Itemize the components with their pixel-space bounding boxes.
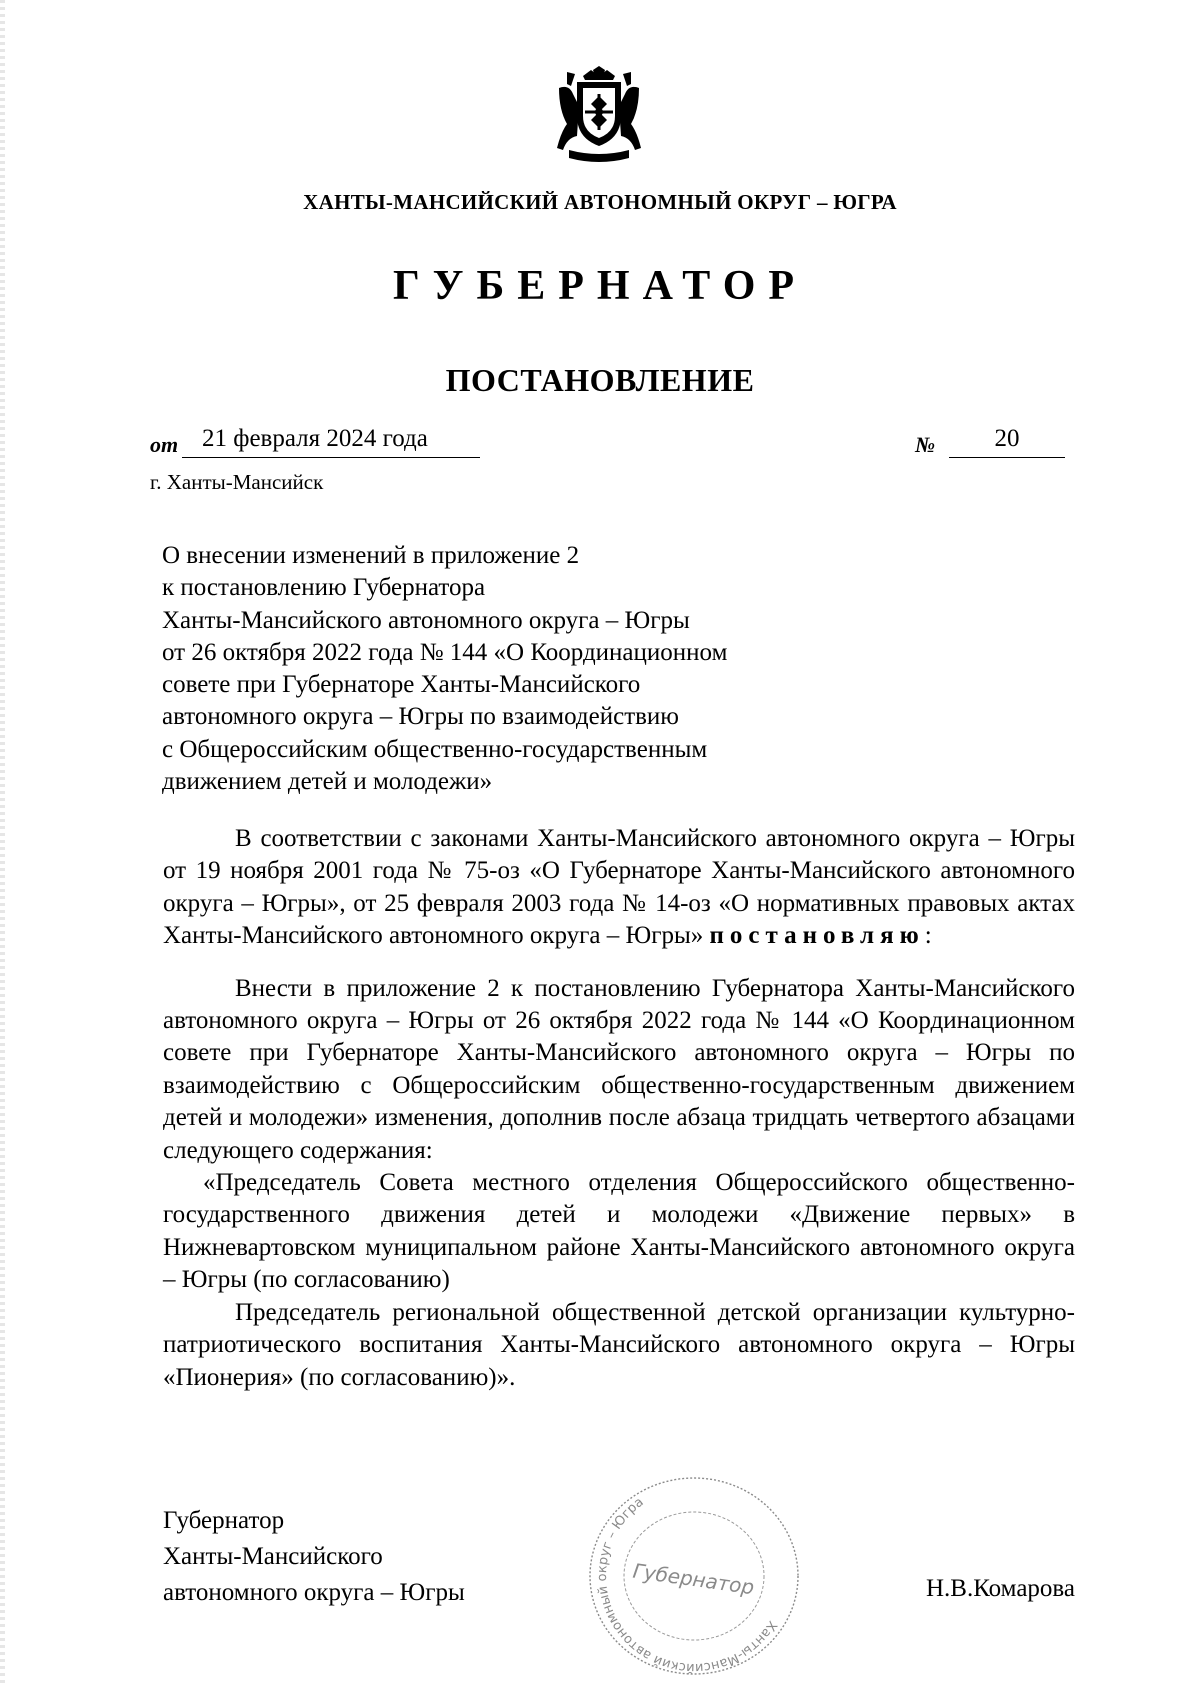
signatory-title-line: Ханты-Мансийского: [163, 1543, 383, 1570]
subject-line: Ханты-Мансийского автономного округа – Югры: [162, 606, 690, 634]
document-date: 21 февраля 2024 года: [182, 425, 480, 458]
subject-line: с Общероссийским общественно-государственным: [162, 735, 708, 763]
signatory-title-line: Губернатор: [163, 1507, 285, 1534]
number-prefix: №: [915, 432, 936, 457]
subject-line: от 26 октября 2022 года № 144 «О Координационном: [162, 638, 728, 666]
decree-colon: :: [924, 922, 932, 950]
scan-edge: [0, 0, 5, 1686]
date-prefix: от: [150, 432, 179, 457]
subject-line: к постановлению Губернатора: [162, 574, 486, 602]
seal-center-text: Губернатор: [631, 1558, 756, 1600]
quoted-paragraph-2: Председатель региональной общественной детской организации культурно-патриотического воспитания Ханты-Мансийского автономного округа – Югры «Пионерия» (по согласованию)».: [163, 1298, 1075, 1391]
document-type-heading: ПОСТАНОВЛЕНИЕ: [445, 362, 755, 398]
decree-word: постановляю: [709, 922, 925, 950]
subject-line: автономного округа – Югры по взаимодействию: [162, 703, 679, 731]
city: г. Ханты-Мансийск: [150, 470, 324, 494]
date-field: [150, 420, 480, 460]
number-field: [915, 420, 1065, 460]
preamble-text: В соответствии с законами Ханты-Мансийского автономного округа – Югры от 19 ноября 2001 года № 75-оз «О Губернаторе Ханты-Мансийского автономного округа – Югры», от 25 февраля 2003 года № 14-оз «О нормативных правовых актах Ханты-Мансийского автономного округа – Югры»: [163, 825, 1075, 950]
preamble-paragraph: [163, 823, 1075, 953]
quoted-paragraph-1: «Председатель Совета местного отделения Общероссийского общественно-государственного движения детей и молодежи «Движение первых» в Нижневартовском муниципальном районе Ханты-Мансийского автономного округа – Югры (по согласованию): [163, 1169, 1075, 1294]
signatory-title-line: автономного округа – Югры: [163, 1579, 465, 1606]
signatory-name: Н.В.Комарова: [926, 1575, 1075, 1602]
document-body: [163, 823, 1075, 1394]
coat-of-arms-icon: [553, 66, 645, 164]
seal-ring-text: Ханты-Мансийский автономный округ – Югра: [594, 1494, 780, 1676]
authority-heading: ГУБЕРНАТОР: [392, 263, 808, 309]
subject-line: совете при Губернаторе Ханты-Мансийского: [162, 671, 641, 699]
region-heading: ХАНТЫ-МАНСИЙСКИЙ АВТОНОМНЫЙ ОКРУГ – ЮГРА: [303, 190, 897, 214]
signatory-title: [163, 1503, 465, 1611]
official-seal: [578, 1470, 810, 1682]
document-number: 20: [949, 425, 1065, 458]
subject-line: О внесении изменений в приложение 2: [162, 542, 580, 569]
amendment-paragraph: Внести в приложение 2 к постановлению Губернатора Ханты-Мансийского автономного округа – Югры от 26 октября 2022 года № 144 «О Координационном совете при Губернаторе Ханты-Мансийского автономного округа – Югры по взаимодействию с Общероссийским общественно-государственным движением детей и молодежи» изменения, дополнив после абзаца тридцать четвертого абзацами следующего содержания:: [163, 974, 1075, 1164]
subject-line: движением детей и молодежи»: [162, 768, 493, 796]
document-subject: [162, 540, 862, 798]
